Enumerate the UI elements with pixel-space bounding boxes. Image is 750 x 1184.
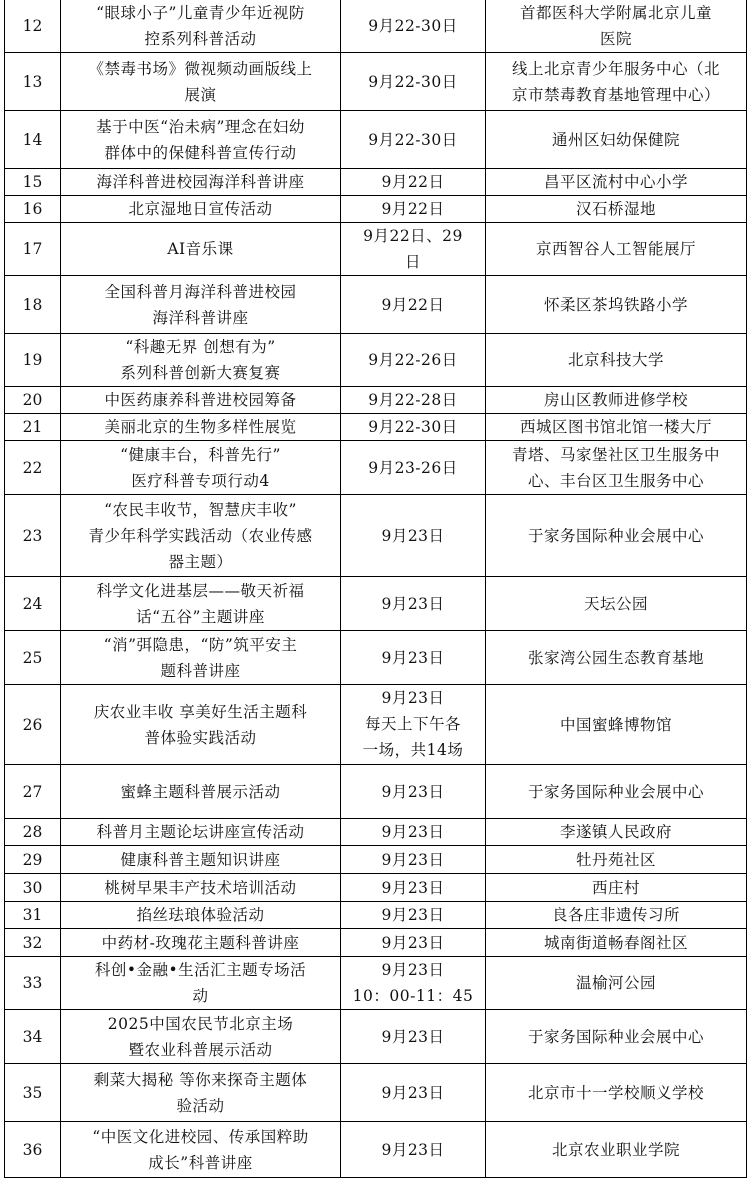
table-row — [5, 0, 747, 53]
activity-venue-cell — [486, 577, 747, 631]
activity-venue-cell — [486, 276, 747, 334]
row-number-cell: 13 — [5, 53, 61, 111]
activity-date-cell — [341, 1010, 486, 1064]
activity-venue-line: 牡丹苑社区 — [575, 850, 656, 869]
row-number-cell: 25 — [5, 631, 61, 685]
activity-name-line: 青少年科学实践活动（农业传感 — [88, 526, 313, 545]
table-row — [5, 631, 747, 685]
table-row — [5, 1122, 747, 1178]
activity-date-line: 9月22日 — [381, 200, 445, 218]
activity-venue-cell — [486, 685, 747, 765]
activity-date-line: 一场，共14场 — [362, 741, 464, 759]
activity-date-cell — [341, 846, 486, 874]
row-number-cell: 29 — [5, 846, 61, 874]
activity-name-cell — [61, 874, 341, 902]
activity-date-line: 9月23日 — [381, 823, 445, 841]
activity-name-cell — [61, 685, 341, 765]
activity-name-line: 题科普讲座 — [160, 661, 241, 680]
table-row — [5, 1064, 747, 1122]
row-number-cell: 21 — [5, 414, 61, 441]
activity-date-cell — [341, 441, 486, 495]
activity-date-cell — [341, 276, 486, 334]
activity-venue-cell — [486, 169, 747, 196]
activity-venue-cell — [486, 902, 747, 929]
table-row — [5, 819, 747, 846]
activity-venue-line: 医院 — [599, 30, 632, 48]
activity-name-line: 科普月主题论坛讲座宣传活动 — [96, 823, 305, 841]
activity-name-line: “健康丰台，科普先行” — [120, 445, 281, 464]
activity-date-line: 9月23日 — [381, 1027, 445, 1046]
activity-date-line: 9月23日 — [381, 648, 445, 667]
activity-venue-line: 李遂镇人民政府 — [559, 823, 672, 841]
activity-date-cell — [341, 819, 486, 846]
activity-name-line: 全国科普月海洋科普进校园 — [104, 282, 297, 301]
row-number-cell: 24 — [5, 577, 61, 631]
activity-name-cell — [61, 196, 341, 223]
activity-name-cell — [61, 223, 341, 276]
activity-date-line: 9月23日 — [381, 906, 445, 924]
row-number-cell: 26 — [5, 685, 61, 765]
table-body — [5, 0, 747, 1178]
activity-name-line: AI音乐课 — [167, 240, 234, 258]
activity-venue-line: 北京科技大学 — [567, 351, 664, 369]
activity-venue-cell — [486, 223, 747, 276]
table-row — [5, 846, 747, 874]
activity-venue-line: 天坛公园 — [583, 594, 648, 613]
activity-date-cell — [341, 685, 486, 765]
table-row — [5, 685, 747, 765]
activity-venue-cell — [486, 846, 747, 874]
activity-name-line: 动 — [192, 987, 209, 1005]
activity-name-line: 暨农业科普展示活动 — [128, 1040, 273, 1059]
activity-date-line: 每天上下午各 — [364, 715, 461, 733]
activity-venue-line: 北京农业职业学院 — [551, 1140, 680, 1159]
activity-date-cell — [341, 0, 486, 53]
activity-venue-line: 西城区图书馆北馆一楼大厅 — [519, 418, 712, 436]
table-row — [5, 334, 747, 387]
activity-name-line: “中医文化进校园、传承国粹助 — [92, 1127, 309, 1146]
row-number-cell: 16 — [5, 196, 61, 223]
activity-date-line: 日 — [404, 253, 421, 271]
row-number-cell: 17 — [5, 223, 61, 276]
activity-name-line: 蜜蜂主题科普展示活动 — [120, 782, 281, 801]
activity-venue-line: 首都医科大学附属北京儿童 — [519, 4, 712, 22]
activity-name-cell — [61, 169, 341, 196]
activity-venue-line: 中国蜜蜂博物馆 — [559, 715, 672, 734]
activity-date-line: 9月23日 — [381, 526, 445, 545]
activity-name-cell — [61, 111, 341, 169]
activity-name-cell — [61, 819, 341, 846]
activity-name-line: 健康科普主题知识讲座 — [120, 850, 281, 869]
activity-name-cell — [61, 53, 341, 111]
row-number-cell: 14 — [5, 111, 61, 169]
activity-name-line: 基于中医“治未病”理念在妇幼 — [96, 117, 305, 136]
activity-date-line: 9月22-26日 — [368, 351, 458, 369]
activity-name-line: 美丽北京的生物多样性展览 — [104, 418, 297, 436]
table-row — [5, 495, 747, 577]
activity-venue-line: 城南街道畅春阁社区 — [543, 933, 688, 952]
activity-date-cell — [341, 957, 486, 1010]
activity-name-line: 科创•金融•生活汇主题专场活 — [94, 961, 307, 979]
activity-date-line: 9月22-30日 — [368, 17, 458, 35]
activity-name-line: 《禁毒书场》微视频动画版线上 — [88, 59, 313, 78]
activity-venue-cell — [486, 495, 747, 577]
table-row — [5, 414, 747, 441]
activity-name-cell — [61, 387, 341, 414]
activity-venue-cell — [486, 874, 747, 902]
activity-venue-line: 房山区教师进修学校 — [543, 391, 688, 409]
activity-venue-cell — [486, 631, 747, 685]
activity-name-cell — [61, 1010, 341, 1064]
activity-venue-line: 青塔、马家堡社区卫生服务中 — [511, 445, 720, 464]
activity-venue-cell — [486, 1122, 747, 1178]
activity-venue-cell — [486, 819, 747, 846]
activity-date-line: 9月23-26日 — [368, 458, 458, 477]
activity-name-line: 北京湿地日宣传活动 — [128, 200, 273, 218]
activity-venue-line: 张家湾公园生态教育基地 — [527, 648, 704, 667]
activity-name-line: 话“五谷”主题讲座 — [136, 607, 265, 626]
activity-name-cell — [61, 765, 341, 819]
activity-name-line: 庆农业丰收 享美好生活主题科 — [93, 702, 308, 721]
activity-venue-cell — [486, 1010, 747, 1064]
activity-name-line: 成长”科普讲座 — [148, 1153, 253, 1172]
row-number-cell: 33 — [5, 957, 61, 1010]
activity-venue-line: 通州区妇幼保健院 — [551, 130, 680, 149]
activity-name-line: 群体中的保健科普宣传行动 — [104, 143, 297, 162]
activity-name-cell — [61, 1122, 341, 1178]
activity-name-cell — [61, 0, 341, 53]
row-number-cell: 32 — [5, 929, 61, 957]
activity-date-line: 9月23日 — [381, 689, 445, 707]
activity-venue-line: 线上北京青少年服务中心（北 — [511, 59, 720, 78]
activity-date-cell — [341, 334, 486, 387]
activity-name-cell — [61, 577, 341, 631]
activity-name-cell — [61, 276, 341, 334]
row-number-cell: 34 — [5, 1010, 61, 1064]
activity-date-line: 9月23日 — [381, 933, 445, 952]
activity-name-line: 掐丝珐琅体验活动 — [136, 906, 265, 924]
activity-venue-line: 于家务国际种业会展中心 — [527, 526, 704, 545]
activity-date-cell — [341, 414, 486, 441]
row-number-cell: 30 — [5, 874, 61, 902]
activity-date-line: 9月22-30日 — [368, 72, 458, 91]
activity-name-line: “科趣无界 创想有为” — [125, 338, 276, 356]
table-row — [5, 53, 747, 111]
activity-date-line: 9月22-28日 — [368, 391, 458, 409]
activity-date-line: 10：00-11：45 — [352, 987, 474, 1005]
activity-name-line: 海洋科普进校园海洋科普讲座 — [96, 173, 305, 191]
activity-name-line: 普体验实践活动 — [144, 728, 257, 747]
activity-date-cell — [341, 169, 486, 196]
activity-venue-line: 北京市十一学校顺义学校 — [527, 1083, 704, 1102]
row-number-cell: 18 — [5, 276, 61, 334]
table-row — [5, 111, 747, 169]
activity-name-line: 海洋科普讲座 — [152, 308, 249, 327]
activity-date-line: 9月23日 — [381, 594, 445, 613]
table-row — [5, 441, 747, 495]
activity-date-cell — [341, 631, 486, 685]
activity-date-cell — [341, 223, 486, 276]
activity-venue-line: 温榆河公园 — [575, 974, 656, 992]
activity-name-line: 控系列科普活动 — [144, 30, 257, 48]
activity-name-cell — [61, 334, 341, 387]
activity-venue-line: 良各庄非遗传习所 — [551, 906, 680, 924]
activity-venue-cell — [486, 929, 747, 957]
activity-venue-line: 汉石桥湿地 — [575, 200, 656, 218]
activity-name-cell — [61, 414, 341, 441]
activity-venue-cell — [486, 765, 747, 819]
activity-name-cell — [61, 846, 341, 874]
table-row — [5, 577, 747, 631]
activity-date-line: 9月23日 — [381, 850, 445, 869]
activity-date-line: 9月23日 — [381, 961, 445, 979]
activity-name-line: “消”弭隐患，“防”筑平安主 — [103, 635, 298, 654]
activity-name-cell — [61, 441, 341, 495]
activity-name-line: “农民丰收节，智慧庆丰收” — [104, 500, 297, 519]
activity-name-line: 系列科普创新大赛复赛 — [120, 364, 281, 382]
activity-date-cell — [341, 902, 486, 929]
activity-venue-line: 京市禁毒教育基地管理中心） — [511, 85, 720, 104]
table-row — [5, 765, 747, 819]
activity-date-cell — [341, 196, 486, 223]
activity-date-cell — [341, 1064, 486, 1122]
table-row — [5, 902, 747, 929]
activity-venue-cell — [486, 334, 747, 387]
activity-date-cell — [341, 765, 486, 819]
activity-name-cell — [61, 902, 341, 929]
activity-name-line: 验活动 — [176, 1096, 225, 1115]
activity-date-cell — [341, 111, 486, 169]
row-number-cell: 15 — [5, 169, 61, 196]
activity-venue-cell — [486, 387, 747, 414]
activity-name-cell — [61, 495, 341, 577]
activity-venue-cell — [486, 0, 747, 53]
table-row — [5, 169, 747, 196]
activity-name-cell — [61, 929, 341, 957]
row-number-cell: 22 — [5, 441, 61, 495]
activity-name-cell — [61, 1064, 341, 1122]
activity-name-line: 中医药康养科普进校园筹备 — [104, 391, 297, 409]
activity-venue-cell — [486, 414, 747, 441]
activity-venue-cell — [486, 53, 747, 111]
activity-venue-cell — [486, 196, 747, 223]
activity-date-line: 9月23日 — [381, 1083, 445, 1102]
activity-date-cell — [341, 929, 486, 957]
activity-venue-cell — [486, 1064, 747, 1122]
activity-name-cell — [61, 957, 341, 1010]
row-number-cell: 28 — [5, 819, 61, 846]
table-row — [5, 276, 747, 334]
activity-name-line: 中药材-玫瑰花主题科普讲座 — [101, 933, 300, 952]
activity-date-line: 9月22日 — [381, 173, 445, 191]
activity-date-cell — [341, 495, 486, 577]
activity-date-line: 9月22-30日 — [368, 418, 458, 436]
table-row — [5, 1010, 747, 1064]
activity-name-line: “眼球小子”儿童青少年近视防 — [96, 4, 305, 22]
table-row — [5, 387, 747, 414]
activity-date-line: 9月23日 — [381, 782, 445, 801]
activity-venue-line: 京西智谷人工智能展厅 — [535, 240, 696, 258]
activity-name-line: 2025中国农民节北京主场 — [107, 1014, 294, 1033]
activity-name-line: 桃树早果丰产技术培训活动 — [104, 878, 297, 897]
activity-name-cell — [61, 631, 341, 685]
row-number-cell: 27 — [5, 765, 61, 819]
activity-date-cell — [341, 387, 486, 414]
activity-venue-line: 西庄村 — [591, 878, 640, 897]
activity-venue-line: 昌平区流村中心小学 — [543, 173, 688, 191]
activity-date-cell — [341, 1122, 486, 1178]
activity-venue-cell — [486, 441, 747, 495]
activity-date-cell — [341, 874, 486, 902]
activity-date-cell — [341, 577, 486, 631]
activity-date-line: 9月22日 — [381, 295, 445, 314]
row-number-cell: 12 — [5, 0, 61, 53]
activity-venue-line: 怀柔区茶坞铁路小学 — [543, 295, 688, 314]
activity-date-line: 9月22日、29 — [363, 227, 463, 245]
row-number-cell: 23 — [5, 495, 61, 577]
table-row — [5, 957, 747, 1010]
activity-venue-line: 于家务国际种业会展中心 — [527, 1027, 704, 1046]
row-number-cell: 35 — [5, 1064, 61, 1122]
activity-venue-cell — [486, 111, 747, 169]
activity-date-line: 9月22-30日 — [368, 130, 458, 149]
activity-date-line: 9月23日 — [381, 878, 445, 897]
activity-schedule-table — [4, 0, 747, 1178]
activity-venue-cell — [486, 957, 747, 1010]
activity-venue-line: 心、丰台区卫生服务中心 — [527, 471, 704, 490]
row-number-cell: 31 — [5, 902, 61, 929]
activity-name-line: 医疗科普专项行动4 — [131, 471, 270, 490]
activity-name-line: 科学文化进基层——敬天祈福 — [96, 581, 305, 600]
table-row — [5, 929, 747, 957]
activity-date-cell — [341, 53, 486, 111]
row-number-cell: 36 — [5, 1122, 61, 1178]
table-row — [5, 196, 747, 223]
activity-name-line: 剩菜大揭秘 等你来探奇主题体 — [93, 1070, 308, 1089]
activity-name-line: 展演 — [184, 85, 217, 104]
table-row — [5, 874, 747, 902]
table-row — [5, 223, 747, 276]
row-number-cell: 19 — [5, 334, 61, 387]
row-number-cell: 20 — [5, 387, 61, 414]
activity-name-line: 器主题） — [168, 552, 233, 571]
activity-venue-line: 于家务国际种业会展中心 — [527, 782, 704, 801]
activity-date-line: 9月23日 — [381, 1140, 445, 1159]
